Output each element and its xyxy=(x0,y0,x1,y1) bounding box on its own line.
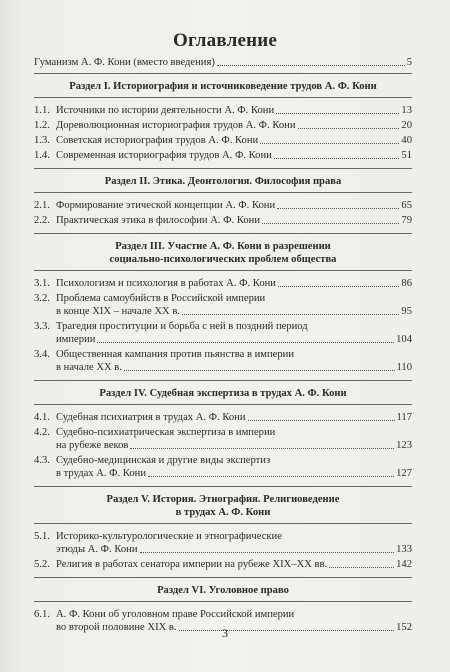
toc-page-number: 95 xyxy=(401,306,412,317)
toc-entry-text: Дореволюционная историография трудов А. Ф. Кони xyxy=(56,120,296,131)
toc-entry[interactable] xyxy=(34,426,412,452)
toc-entry-number: 2.2. xyxy=(34,215,50,226)
toc-entry-line xyxy=(34,454,412,467)
toc-page-number: 117 xyxy=(396,412,412,423)
toc-entry-number: 1.2. xyxy=(34,120,50,131)
leader-dots xyxy=(148,476,394,477)
toc-entry-text: Религия в работах сенатора империи на рубеже XIX–XX вв. xyxy=(56,559,328,570)
toc-entry-line xyxy=(34,543,412,556)
toc-page-number: 79 xyxy=(401,215,412,226)
toc-entry-line xyxy=(34,558,412,571)
section-divider xyxy=(34,168,412,169)
toc-entry-number: 1.3. xyxy=(34,135,50,146)
toc-page-number: 86 xyxy=(401,278,412,289)
toc-page-number: 51 xyxy=(401,150,412,161)
toc-entry[interactable] xyxy=(34,214,412,227)
section-divider xyxy=(34,192,412,193)
section-heading-line: Раздел VI. Уголовное право xyxy=(157,585,289,596)
toc-page-number: 5 xyxy=(406,57,412,68)
toc-entry-number: 3.2. xyxy=(34,293,50,304)
leader-dots xyxy=(260,143,399,144)
section-divider xyxy=(34,73,412,74)
leader-dots xyxy=(276,113,399,114)
toc-entry-text: Гуманизм А. Ф. Кони (вместо введения) xyxy=(34,57,215,68)
toc-entry-text: Источники по истории деятельности А. Ф. Кони xyxy=(56,105,275,116)
toc-entry-text: Общественная кампания против пьянства в империи xyxy=(56,349,295,360)
toc-entry-number: 2.1. xyxy=(34,200,50,211)
toc-entry-number: 3.3. xyxy=(34,321,50,332)
section-heading xyxy=(34,584,412,597)
toc-entry[interactable] xyxy=(34,411,412,424)
section-divider xyxy=(34,601,412,602)
section-heading xyxy=(34,387,412,400)
toc-entry-line xyxy=(34,333,412,346)
section-divider xyxy=(34,523,412,524)
toc-entry[interactable] xyxy=(34,149,412,162)
toc-entry-line xyxy=(34,467,412,480)
section-heading-line: социально-психологических проблем общества xyxy=(109,254,337,265)
toc-page-number: 65 xyxy=(401,200,412,211)
section-heading-line: Раздел V. История. Этнография. Религиоведение xyxy=(106,494,340,505)
toc-entry-text: Формирование этической концепции А. Ф. Кони xyxy=(56,200,276,211)
toc-entry-number: 4.2. xyxy=(34,427,50,438)
section-heading-line: Раздел IV. Судебная экспертиза в трудах А. Ф. Кони xyxy=(99,388,347,399)
toc-entry-line xyxy=(34,277,412,290)
toc-entry-line xyxy=(34,361,412,374)
toc-page-number: 20 xyxy=(401,120,412,131)
toc-entry-line xyxy=(34,426,412,439)
toc-entry-text: Судебно-психиатрическая экспертиза в империи xyxy=(56,427,276,438)
toc-entry-text: этюды А. Ф. Кони xyxy=(56,544,138,555)
toc-entry[interactable] xyxy=(34,119,412,132)
leader-dots xyxy=(277,208,399,209)
leader-dots xyxy=(298,128,400,129)
toc-entry[interactable] xyxy=(34,292,412,318)
leader-dots xyxy=(97,342,394,343)
toc-entry-number: 4.1. xyxy=(34,412,50,423)
toc-entry-text: на рубеже веков xyxy=(56,440,129,451)
toc-entry-text: Советская историография трудов А. Ф. Кони xyxy=(56,135,259,146)
toc-entry-text: во второй половине XIX в. xyxy=(56,622,177,633)
toc-page-number: 142 xyxy=(396,559,412,570)
toc-entry-line xyxy=(34,439,412,452)
toc-entry[interactable] xyxy=(34,277,412,290)
toc-entry[interactable] xyxy=(34,530,412,556)
toc-entry-intro[interactable] xyxy=(34,56,412,69)
toc-entry-number: 1.4. xyxy=(34,150,50,161)
section-heading-line: в трудах А. Ф. Кони xyxy=(175,507,271,518)
table-of-contents xyxy=(34,56,412,636)
toc-entry-line xyxy=(34,411,412,424)
section-heading xyxy=(34,240,412,266)
section-heading xyxy=(34,493,412,519)
toc-entry-text: империи xyxy=(56,334,96,345)
leader-dots xyxy=(140,552,395,553)
toc-entry-text: в трудах А. Ф. Кони xyxy=(56,468,147,479)
toc-entry-text: Современная историография трудов А. Ф. Кони xyxy=(56,150,272,161)
toc-entry-text: Трагедия проституции и борьба с ней в поздний период xyxy=(56,321,308,332)
section-divider xyxy=(34,97,412,98)
toc-entry-number: 3.1. xyxy=(34,278,50,289)
leader-dots xyxy=(329,567,394,568)
section-divider xyxy=(34,486,412,487)
section-divider xyxy=(34,380,412,381)
toc-entry-number: 5.1. xyxy=(34,531,50,542)
toc-entry-text: Судебная психиатрия в трудах А. Ф. Кони xyxy=(56,412,246,423)
section-heading xyxy=(34,175,412,188)
toc-entry-text: А. Ф. Кони об уголовном праве Российской империи xyxy=(56,609,295,620)
leader-dots xyxy=(248,420,395,421)
toc-entry[interactable] xyxy=(34,199,412,212)
toc-page-number: 40 xyxy=(401,135,412,146)
section-divider xyxy=(34,404,412,405)
toc-entry-line xyxy=(34,320,412,333)
toc-entry-text: Судебно-медицинская и другие виды экспертиз xyxy=(56,455,271,466)
toc-page-number: 110 xyxy=(396,362,412,373)
leader-dots xyxy=(182,314,399,315)
toc-page-number: 133 xyxy=(396,544,412,555)
toc-page-number: 127 xyxy=(396,468,412,479)
toc-entry-text: Проблема самоубийств в Российской империи xyxy=(56,293,266,304)
toc-entry-line xyxy=(34,149,412,162)
toc-entry-line xyxy=(34,199,412,212)
toc-entry-line xyxy=(34,134,412,147)
section-divider xyxy=(34,577,412,578)
toc-entry-text: Психологизм и психология в работах А. Ф. Кони xyxy=(56,278,276,289)
leader-dots xyxy=(217,65,405,66)
toc-entry-text: в начале XX в. xyxy=(56,362,122,373)
toc-entry-line xyxy=(34,348,412,361)
toc-entry-line xyxy=(34,104,412,117)
toc-entry-number: 6.1. xyxy=(34,609,50,620)
toc-sections xyxy=(34,80,412,634)
toc-entry-number: 5.2. xyxy=(34,559,50,570)
toc-entry[interactable] xyxy=(34,320,412,346)
toc-entry[interactable] xyxy=(34,104,412,117)
toc-entry[interactable] xyxy=(34,134,412,147)
page-title: Оглавление xyxy=(172,30,278,51)
toc-entry-line xyxy=(34,292,412,305)
toc-page-number: 152 xyxy=(396,622,412,633)
toc-page-number: 104 xyxy=(396,334,412,345)
section-heading-line: Раздел II. Этика. Деонтология. Философия права xyxy=(104,176,342,187)
leader-dots xyxy=(130,448,394,449)
toc-entry-number: 1.1. xyxy=(34,105,50,116)
toc-entry-text: в конце XIX – начале XX в. xyxy=(56,306,180,317)
leader-dots xyxy=(262,223,399,224)
toc-entry-line xyxy=(34,305,412,318)
toc-entry-line xyxy=(34,214,412,227)
toc-page-number: 123 xyxy=(396,440,412,451)
leader-dots xyxy=(274,158,400,159)
toc-entry-number: 3.4. xyxy=(34,349,50,360)
toc-entry-line xyxy=(34,119,412,132)
section-divider xyxy=(34,270,412,271)
section-heading-line: Раздел III. Участие А. Ф. Кони в разрешении xyxy=(115,241,331,252)
toc-entry-line xyxy=(34,530,412,543)
toc-entry-number: 4.3. xyxy=(34,455,50,466)
section-heading-line: Раздел I. Историография и источниковедение трудов А. Ф. Кони xyxy=(69,81,377,92)
toc-entry-line xyxy=(34,608,412,621)
toc-entry[interactable] xyxy=(34,454,412,480)
leader-dots xyxy=(278,286,399,287)
toc-page-number: 13 xyxy=(401,105,412,116)
page-number: 3 xyxy=(222,626,228,640)
section-divider xyxy=(34,233,412,234)
toc-entry[interactable] xyxy=(34,348,412,374)
toc-entry[interactable] xyxy=(34,558,412,571)
leader-dots xyxy=(124,370,395,371)
toc-entry-text: Историко-культурологические и этнографические xyxy=(56,531,282,542)
section-heading xyxy=(34,80,412,93)
toc-entry-text: Практическая этика в философии А. Ф. Кони xyxy=(56,215,261,226)
